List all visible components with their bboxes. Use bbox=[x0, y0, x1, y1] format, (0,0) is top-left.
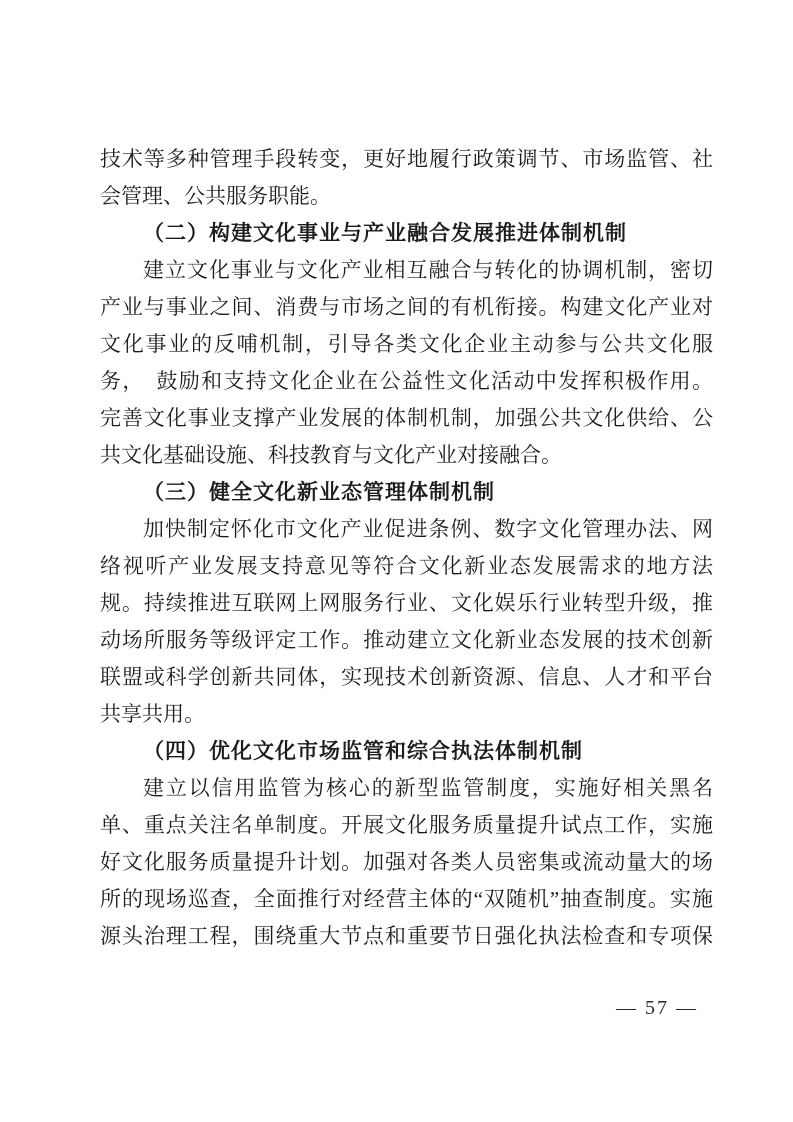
section-heading-3: （三）健全文化新业态管理体制机制 bbox=[143, 480, 495, 504]
body-line: 动场所服务等级评定工作。推动建立文化新业态发展的技术创新 bbox=[100, 628, 713, 652]
body-line: 产业与事业之间、消费与市场之间的有机衔接。构建文化产业对 bbox=[100, 295, 713, 319]
body-line: 源头治理工程，围绕重大节点和重要节日强化执法检查和专项保 bbox=[100, 924, 713, 948]
section-heading-2: （二）构建文化事业与产业融合发展推进体制机制 bbox=[143, 221, 627, 245]
body-line: 单、重点关注名单制度。开展文化服务质量提升试点工作，实施 bbox=[100, 813, 713, 837]
body-line: 建立以信用监管为核心的新型监管制度，实施好相关黑名 bbox=[143, 776, 713, 800]
body-line: 技术等多种管理手段转变，更好地履行政策调节、市场监管、社 bbox=[100, 147, 713, 171]
body-line: 会管理、公共服务职能。 bbox=[100, 184, 331, 208]
body-line: 共文化基础设施、科技教育与文化产业对接融合。 bbox=[100, 443, 562, 467]
body-line: 规。持续推进互联网上网服务行业、文化娱乐行业转型升级，推 bbox=[100, 591, 713, 615]
body-line: 络视听产业发展支持意见等符合文化新业态发展需求的地方法 bbox=[100, 554, 713, 578]
body-line: 好文化服务质量提升计划。加强对各类人员密集或流动量大的场 bbox=[100, 850, 713, 874]
page-number: — 57 — bbox=[616, 997, 698, 1019]
body-line: 务， 鼓励和支持文化企业在公益性文化活动中发挥积极作用。 bbox=[100, 369, 713, 393]
body-line: 加快制定怀化市文化产业促进条例、数字文化管理办法、网 bbox=[143, 517, 713, 541]
section-heading-4: （四）优化文化市场监管和综合执法体制机制 bbox=[143, 739, 583, 763]
body-line: 共享共用。 bbox=[100, 702, 205, 726]
body-line: 建立文化事业与文化产业相互融合与转化的协调机制，密切 bbox=[143, 258, 713, 282]
body-line: 文化事业的反哺机制，引导各类文化企业主动参与公共文化服 bbox=[100, 332, 713, 356]
body-line: 联盟或科学创新共同体，实现技术创新资源、信息、人才和平台 bbox=[100, 665, 713, 689]
body-line: 完善文化事业支撑产业发展的体制机制，加强公共文化供给、公 bbox=[100, 406, 713, 430]
body-line: 所的现场巡查，全面推行对经营主体的“双随机”抽查制度。实施 bbox=[100, 887, 713, 911]
text-block bbox=[100, 141, 713, 955]
